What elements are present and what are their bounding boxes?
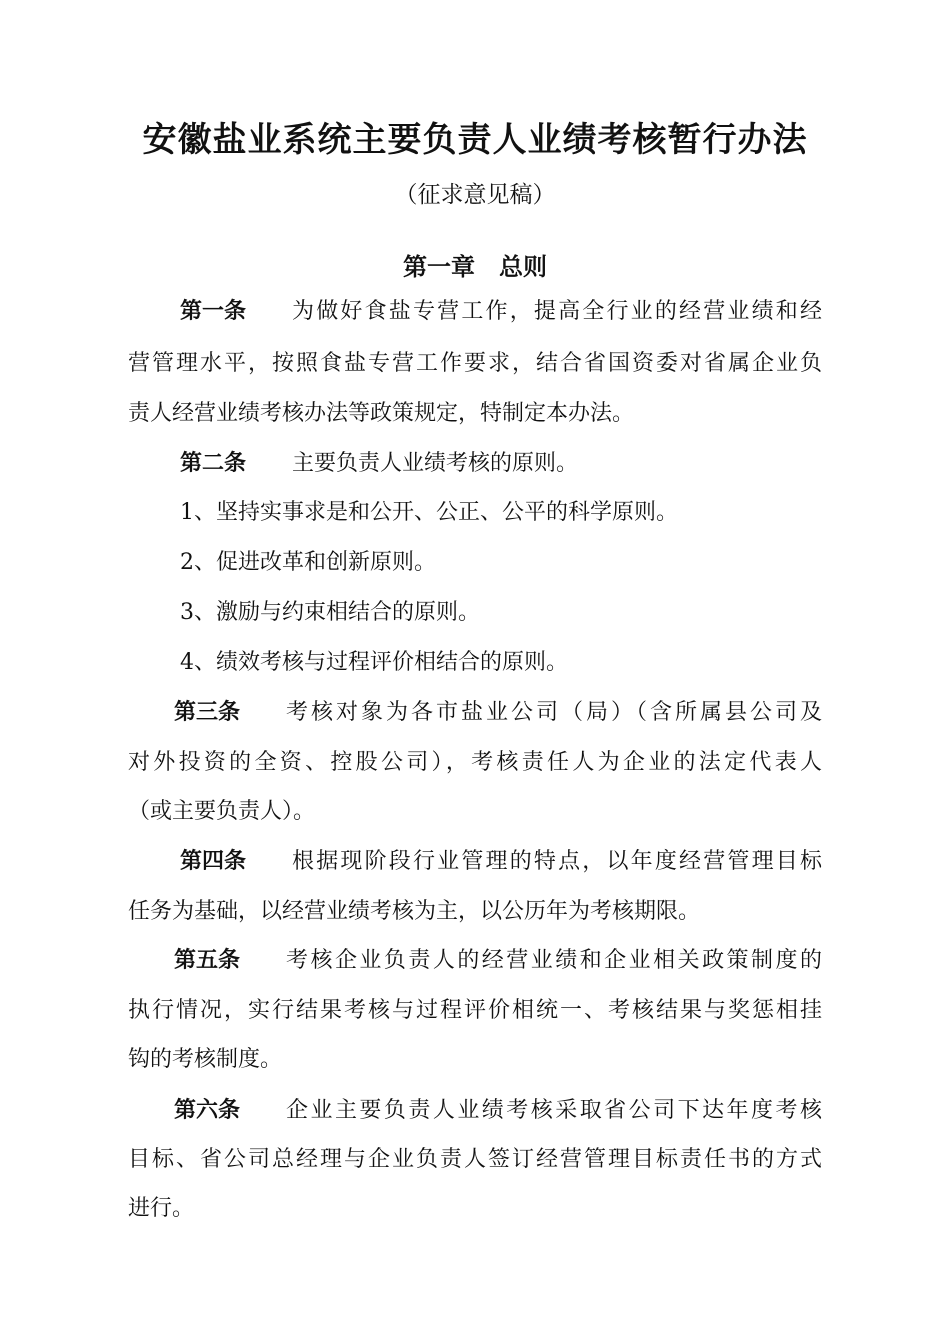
article-4-label: 第四条 [180, 849, 247, 874]
article-4-line-2: 任务为基础，以经营业绩考核为主，以公历年为考核期限。 [128, 899, 701, 924]
article-1-label: 第一条 [180, 299, 247, 324]
article-3-label: 第三条 [174, 700, 241, 725]
document-title: 安徽盐业系统主要负责人业绩考核暂行办法 [142, 120, 808, 160]
article-4-line-1: 根据现阶段行业管理的特点，以年度经营管理目标 [292, 849, 822, 874]
article-5-line-1: 考核企业负责人的经营业绩和企业相关政策制度的 [286, 948, 822, 973]
article-3-line-1: 考核对象为各市盐业公司（局）（含所属县公司及 [286, 700, 822, 725]
article-5-line-2: 执行情况，实行结果考核与过程评价相统一、考核结果与奖惩相挂 [128, 998, 822, 1023]
article-3-line-3: （或主要负责人）。 [128, 799, 316, 824]
article-2-label: 第二条 [180, 451, 247, 476]
article-3-line-2: 对外投资的全资、控股公司），考核责任人为企业的法定代表人 [128, 750, 822, 775]
article-1-line-1: 为做好食盐专营工作，提高全行业的经营业绩和经 [292, 299, 822, 324]
article-5-line-3: 钩的考核制度。 [128, 1047, 283, 1072]
article-2-item-2: 2、促进改革和创新原则。 [180, 550, 436, 575]
article-6-line-2: 目标、省公司总经理与企业负责人签订经营管理目标责任书的方式 [128, 1147, 822, 1172]
article-6-line-3: 进行。 [128, 1196, 195, 1221]
article-5-label: 第五条 [174, 948, 241, 973]
article-2-item-1: 1、坚持实事求是和公开、公正、公平的科学原则。 [180, 500, 678, 525]
article-2-item-3: 3、激励与约束相结合的原则。 [180, 600, 480, 625]
article-6-line-1: 企业主要负责人业绩考核采取省公司下达年度考核 [286, 1098, 822, 1123]
article-1-line-3: 责人经营业绩考核办法等政策规定，特制定本办法。 [128, 401, 635, 426]
article-2-line-1: 主要负责人业绩考核的原则。 [292, 451, 579, 476]
article-6-label: 第六条 [174, 1098, 241, 1123]
article-2-item-4: 4、绩效考核与过程评价相结合的原则。 [180, 650, 568, 675]
chapter-heading: 第一章 总则 [403, 253, 547, 281]
document-subtitle: （征求意见稿） [394, 182, 556, 208]
article-1-line-2: 营管理水平，按照食盐专营工作要求，结合省国资委对省属企业负 [128, 351, 822, 376]
